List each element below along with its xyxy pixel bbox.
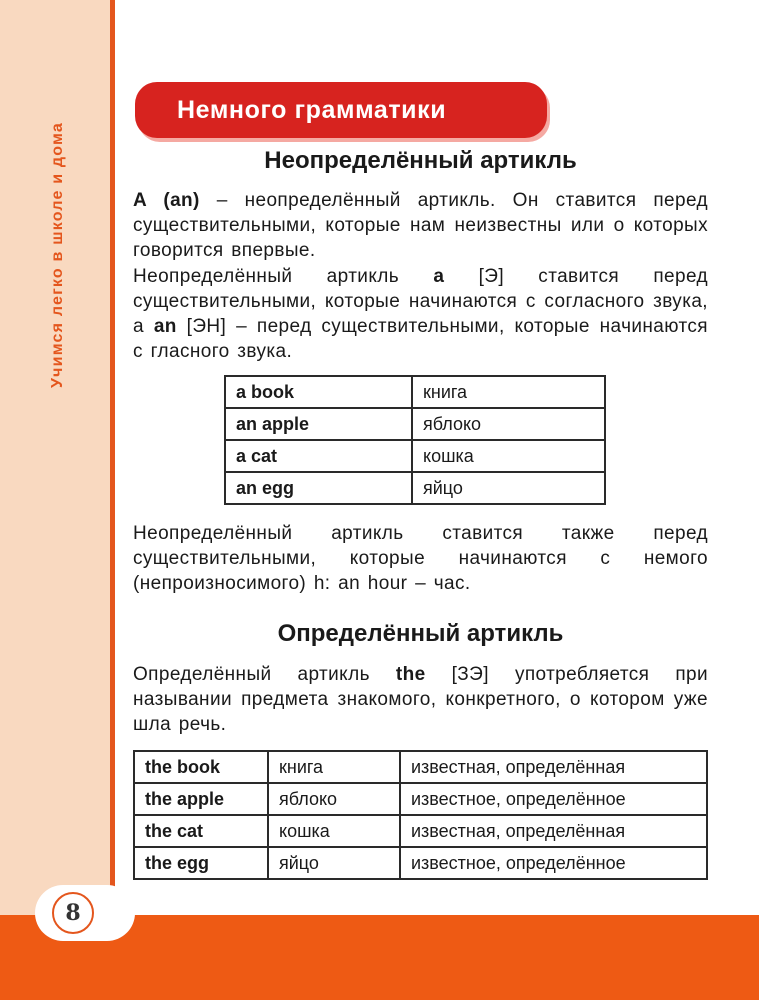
table-row bbox=[134, 815, 707, 847]
table-cell-en: a cat bbox=[225, 440, 412, 472]
table-row bbox=[225, 472, 605, 504]
definite-paragraph-1: Определённый артикль the [ЗЭ] употребляется при назывании предмета знакомого, конкретного, о котором уже шла речь. bbox=[133, 664, 709, 735]
definite-table bbox=[133, 750, 708, 880]
table-cell-ru: кошка bbox=[268, 815, 400, 847]
chapter-banner bbox=[135, 82, 547, 138]
table-cell-note: известное, определённое bbox=[400, 847, 707, 879]
table-cell-ru: яблоко bbox=[412, 408, 605, 440]
table-cell-note: известная, определённая bbox=[400, 751, 707, 783]
table-cell-ru: яблоко bbox=[268, 783, 400, 815]
indefinite-paragraph-3: Неопределённый артикль ставится также перед существительными, которые начинаются с немого (непроизносимого) h: an hour – час. bbox=[133, 523, 708, 594]
table-cell-ru: яйцо bbox=[268, 847, 400, 879]
side-rule bbox=[110, 0, 115, 915]
definite-article-title: Определённый артикль bbox=[277, 620, 564, 647]
page-number: 8 bbox=[52, 892, 94, 934]
table-cell-note: известная, определённая bbox=[400, 815, 707, 847]
table-cell-ru: кошка bbox=[412, 440, 605, 472]
series-title: Учимся легко в школе и дома bbox=[49, 122, 66, 388]
table-cell-en: the cat bbox=[134, 815, 268, 847]
table-row bbox=[225, 440, 605, 472]
table-row bbox=[134, 847, 707, 879]
table-cell-en: the egg bbox=[134, 847, 268, 879]
table-row bbox=[134, 751, 707, 783]
table-row bbox=[225, 376, 605, 408]
table-row bbox=[134, 783, 707, 815]
table-cell-ru: яйцо bbox=[412, 472, 605, 504]
indefinite-paragraph-1: A (an) – неопределённый артикль. Он ставится перед существительными, которые нам неизвестны или о которых говорится впервые. bbox=[133, 190, 708, 261]
indefinite-term: A (an) bbox=[133, 190, 200, 211]
table-cell-ru: книга bbox=[412, 376, 605, 408]
table-cell-en: a book bbox=[225, 376, 412, 408]
table-cell-note: известное, определённое bbox=[400, 783, 707, 815]
indefinite-table bbox=[224, 375, 606, 505]
table-cell-en: an egg bbox=[225, 472, 412, 504]
indefinite-paragraph-2: Неопределённый артикль a [Э] ставится перед существительными, которые начинаются с согласного звука, а an [ЭН] – перед существительными, которые начинаются с гласного звука. bbox=[133, 266, 708, 362]
table-cell-en: the apple bbox=[134, 783, 268, 815]
table-cell-en: an apple bbox=[225, 408, 412, 440]
chapter-title: Немного грамматики bbox=[177, 95, 447, 124]
table-cell-ru: книга bbox=[268, 751, 400, 783]
indefinite-article-title: Неопределённый артикль bbox=[264, 147, 577, 174]
table-row bbox=[225, 408, 605, 440]
table-cell-en: the book bbox=[134, 751, 268, 783]
